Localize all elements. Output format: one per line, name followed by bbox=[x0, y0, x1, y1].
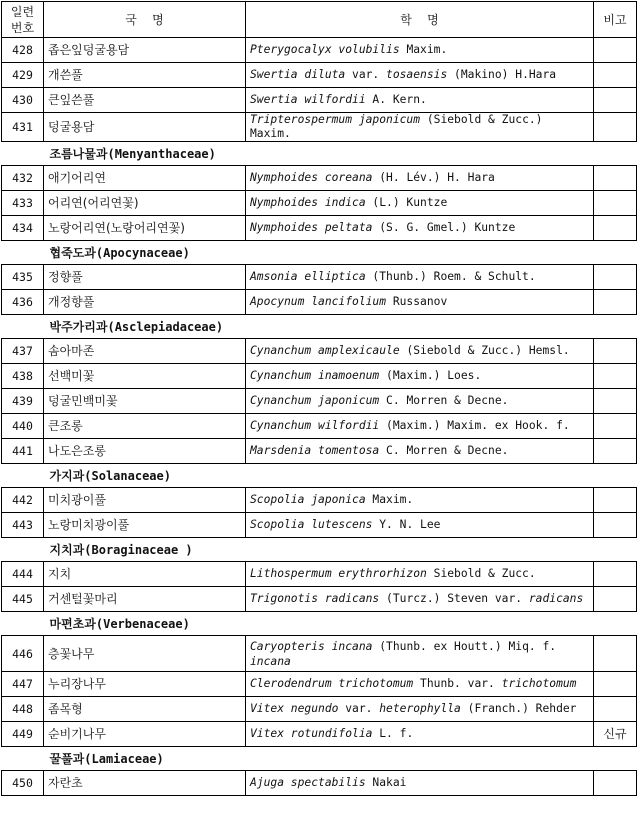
serial-number-header bbox=[2, 2, 44, 38]
scientific-name-italic-part: Cynanchum japonicum bbox=[250, 394, 380, 407]
species-row bbox=[2, 587, 637, 612]
species-row bbox=[2, 389, 637, 414]
serial-number-cell: 448 bbox=[2, 697, 44, 722]
family-heading bbox=[2, 464, 637, 488]
serial-number-cell: 434 bbox=[2, 216, 44, 241]
scientific-name-italic-part: Vitex negundo bbox=[250, 702, 339, 715]
family-latin-name: (Solanaceae) bbox=[84, 468, 171, 483]
scientific-name-cell bbox=[246, 216, 594, 241]
scientific-name-italic-part: Nymphoides peltata bbox=[250, 221, 373, 234]
species-row bbox=[2, 636, 637, 672]
scientific-name-italic-part: Trigonotis radicans bbox=[250, 592, 380, 605]
scientific-name-author-part: (H. Lév.) H. Hara bbox=[372, 171, 495, 184]
scientific-name-author-part: (Thunb.) Roem. & Schult. bbox=[365, 270, 536, 283]
scientific-name-italic-part: Cynanchum wilfordii bbox=[250, 419, 380, 432]
serial-number-cell: 429 bbox=[2, 63, 44, 88]
serial-number-cell: 441 bbox=[2, 439, 44, 464]
species-row bbox=[2, 339, 637, 364]
species-row bbox=[2, 488, 637, 513]
remarks-cell: 신규 bbox=[594, 722, 637, 747]
scientific-name-italic-part: Lithospermum erythrorhizon bbox=[250, 567, 427, 580]
scientific-name-author-part: (Turcz.) Steven var. bbox=[379, 592, 529, 605]
scientific-name-italic-part: Nymphoides coreana bbox=[250, 171, 373, 184]
family-heading bbox=[2, 612, 637, 636]
scientific-name-italic-part: Pterygocalyx volubilis bbox=[250, 43, 400, 56]
remarks-cell bbox=[594, 672, 637, 697]
remarks-cell bbox=[594, 339, 637, 364]
remarks-cell bbox=[594, 697, 637, 722]
korean-name-cell: 좀목형 bbox=[44, 697, 246, 722]
remarks-cell bbox=[594, 364, 637, 389]
scientific-name-author-part: (Thunb. ex Houtt.) Miq. f. bbox=[372, 639, 563, 653]
family-latin-name: (Menyanthaceae) bbox=[107, 146, 216, 161]
scientific-name-italic-part: Nymphoides indica bbox=[250, 196, 366, 209]
scientific-name-cell bbox=[246, 191, 594, 216]
scientific-name-author-part: (Franch.) Rehder bbox=[460, 702, 577, 715]
korean-name-cell: 덩굴용담 bbox=[44, 113, 246, 142]
remarks-cell bbox=[594, 290, 637, 315]
serial-number-cell: 443 bbox=[2, 513, 44, 538]
scientific-name-italic-part: Swertia diluta bbox=[250, 68, 346, 81]
species-row bbox=[2, 166, 637, 191]
species-row bbox=[2, 216, 637, 241]
remarks-cell bbox=[594, 636, 637, 672]
serial-number-cell: 444 bbox=[2, 562, 44, 587]
scientific-name-author-part: var. bbox=[338, 702, 380, 715]
family-heading-row bbox=[2, 747, 637, 771]
scientific-name-author-part: (Siebold & Zucc.) Maxim. bbox=[250, 113, 550, 140]
serial-number-cell: 433 bbox=[2, 191, 44, 216]
serial-number-cell: 450 bbox=[2, 771, 44, 796]
korean-name-cell: 순비기나무 bbox=[44, 722, 246, 747]
species-row bbox=[2, 63, 637, 88]
korean-name-cell: 어리연(어리연꽃) bbox=[44, 191, 246, 216]
remarks-cell bbox=[594, 38, 637, 63]
serial-number-header-line1: 일련 bbox=[10, 4, 35, 19]
family-latin-name: (Boraginaceae ) bbox=[84, 542, 193, 557]
species-row bbox=[2, 722, 637, 747]
family-korean-name: 꿀풀과 bbox=[49, 751, 85, 766]
korean-name-cell: 미치광이풀 bbox=[44, 488, 246, 513]
korean-name-cell: 덩굴민백미꽃 bbox=[44, 389, 246, 414]
scientific-name-author-part: Thunb. var. bbox=[413, 677, 502, 690]
scientific-name-header: 학 명 bbox=[246, 2, 594, 38]
remarks-cell bbox=[594, 191, 637, 216]
serial-number-cell: 430 bbox=[2, 88, 44, 113]
korean-name-cell: 지치 bbox=[44, 562, 246, 587]
remarks-cell bbox=[594, 513, 637, 538]
scientific-name-italic-part: Ajuga spectabilis bbox=[250, 776, 366, 789]
serial-number-cell: 431 bbox=[2, 113, 44, 142]
species-row bbox=[2, 414, 637, 439]
korean-name-cell: 거센털꽃마리 bbox=[44, 587, 246, 612]
family-latin-name: (Verbenaceae) bbox=[95, 616, 190, 631]
family-korean-name: 마편초과 bbox=[49, 616, 96, 631]
scientific-name-cell bbox=[246, 672, 594, 697]
species-row bbox=[2, 191, 637, 216]
scientific-name-author-part: (L.) Kuntze bbox=[365, 196, 448, 209]
scientific-name-cell bbox=[246, 562, 594, 587]
korean-name-cell: 좁은잎덩굴용담 bbox=[44, 38, 246, 63]
serial-number-header-line2: 번호 bbox=[10, 20, 35, 35]
family-korean-name: 박주가리과 bbox=[49, 319, 108, 334]
family-korean-name: 협죽도과 bbox=[49, 245, 96, 260]
remarks-cell bbox=[594, 63, 637, 88]
scientific-name-cell bbox=[246, 697, 594, 722]
remarks-cell bbox=[594, 166, 637, 191]
species-row bbox=[2, 697, 637, 722]
scientific-name-cell bbox=[246, 439, 594, 464]
species-table bbox=[1, 1, 637, 796]
korean-name-cell: 개정향풀 bbox=[44, 290, 246, 315]
species-row bbox=[2, 88, 637, 113]
scientific-name-cell bbox=[246, 513, 594, 538]
scientific-name-author-part: Siebold & Zucc. bbox=[426, 567, 536, 580]
scientific-name-author-part: (Makino) H.Hara bbox=[447, 68, 557, 81]
scientific-name-author-part: L. f. bbox=[372, 727, 414, 740]
scientific-name-author-part: Maxim. bbox=[399, 43, 448, 56]
scientific-name-cell bbox=[246, 587, 594, 612]
scientific-name-author-part: Nakai bbox=[365, 776, 407, 789]
remarks-cell bbox=[594, 88, 637, 113]
serial-number-cell: 446 bbox=[2, 636, 44, 672]
scientific-name-author-part: C. Morren & Decne. bbox=[379, 394, 509, 407]
species-row bbox=[2, 562, 637, 587]
scientific-name-cell bbox=[246, 414, 594, 439]
remarks-header: 비고 bbox=[594, 2, 637, 38]
species-row bbox=[2, 513, 637, 538]
species-table-body bbox=[2, 38, 637, 796]
scientific-name-italic-part: Vitex rotundifolia bbox=[250, 727, 373, 740]
scientific-name-italic-part: radicans bbox=[528, 592, 584, 605]
remarks-cell bbox=[594, 439, 637, 464]
scientific-name-italic-part: heterophylla bbox=[379, 702, 461, 715]
serial-number-cell: 447 bbox=[2, 672, 44, 697]
family-heading-row bbox=[2, 538, 637, 562]
korean-name-cell: 노랑미치광이풀 bbox=[44, 513, 246, 538]
scientific-name-author-part: C. Morren & Decne. bbox=[379, 444, 509, 457]
scientific-name-italic-part: Cynanchum amplexicaule bbox=[250, 344, 400, 357]
serial-number-cell: 428 bbox=[2, 38, 44, 63]
scientific-name-italic-part: Apocynum lancifolium bbox=[250, 295, 387, 308]
korean-name-cell: 큰조롱 bbox=[44, 414, 246, 439]
remarks-cell bbox=[594, 389, 637, 414]
scientific-name-cell bbox=[246, 166, 594, 191]
remarks-cell bbox=[594, 488, 637, 513]
scientific-name-italic-part: Amsonia elliptica bbox=[250, 270, 366, 283]
remarks-cell bbox=[594, 414, 637, 439]
scientific-name-cell bbox=[246, 636, 594, 672]
scientific-name-author-part: Maxim. bbox=[365, 493, 414, 506]
korean-name-header: 국 명 bbox=[44, 2, 246, 38]
scientific-name-author-part: Russanov bbox=[386, 295, 448, 308]
scientific-name-cell bbox=[246, 339, 594, 364]
scientific-name-cell bbox=[246, 88, 594, 113]
scientific-name-author-part: (Siebold & Zucc.) Hemsl. bbox=[399, 344, 570, 357]
family-latin-name: (Asclepiadaceae) bbox=[107, 319, 224, 334]
species-row bbox=[2, 771, 637, 796]
scientific-name-cell bbox=[246, 364, 594, 389]
species-row bbox=[2, 290, 637, 315]
family-korean-name: 가지과 bbox=[49, 468, 85, 483]
serial-number-cell: 437 bbox=[2, 339, 44, 364]
scientific-name-cell bbox=[246, 488, 594, 513]
species-row bbox=[2, 439, 637, 464]
family-heading-row bbox=[2, 315, 637, 339]
family-latin-name: (Lamiaceae) bbox=[84, 751, 164, 766]
family-korean-name: 조름나물과 bbox=[49, 146, 108, 161]
remarks-cell bbox=[594, 265, 637, 290]
korean-name-cell: 노랑어리연(노랑어리연꽃) bbox=[44, 216, 246, 241]
serial-number-cell: 436 bbox=[2, 290, 44, 315]
family-heading-row bbox=[2, 241, 637, 265]
scientific-name-author-part: var. bbox=[345, 68, 387, 81]
family-heading bbox=[2, 315, 637, 339]
korean-name-cell: 솜아마존 bbox=[44, 339, 246, 364]
family-heading bbox=[2, 538, 637, 562]
species-row bbox=[2, 364, 637, 389]
serial-number-cell: 440 bbox=[2, 414, 44, 439]
korean-name-cell: 층꽃나무 bbox=[44, 636, 246, 672]
scientific-name-author-part: (S. G. Gmel.) Kuntze bbox=[372, 221, 516, 234]
scientific-name-cell bbox=[246, 290, 594, 315]
remarks-cell bbox=[594, 216, 637, 241]
remarks-cell bbox=[594, 562, 637, 587]
scientific-name-cell bbox=[246, 389, 594, 414]
scientific-name-cell bbox=[246, 113, 594, 142]
family-heading bbox=[2, 747, 637, 771]
serial-number-cell: 449 bbox=[2, 722, 44, 747]
scientific-name-italic-part: trichotomum bbox=[501, 677, 577, 690]
serial-number-cell: 439 bbox=[2, 389, 44, 414]
serial-number-cell: 432 bbox=[2, 166, 44, 191]
serial-number-cell: 445 bbox=[2, 587, 44, 612]
scientific-name-italic-part: Clerodendrum trichotomum bbox=[250, 677, 414, 690]
remarks-cell bbox=[594, 771, 637, 796]
scientific-name-italic-part: Caryopteris incana bbox=[250, 639, 373, 653]
header-row bbox=[2, 2, 637, 38]
serial-number-cell: 442 bbox=[2, 488, 44, 513]
family-heading-row bbox=[2, 142, 637, 166]
korean-name-cell: 큰잎쓴풀 bbox=[44, 88, 246, 113]
scientific-name-cell bbox=[246, 722, 594, 747]
family-heading bbox=[2, 241, 637, 265]
scientific-name-cell bbox=[246, 771, 594, 796]
korean-name-cell: 누리장나무 bbox=[44, 672, 246, 697]
scientific-name-author-part: Y. N. Lee bbox=[372, 518, 441, 531]
scientific-name-italic-part: Swertia wilfordii bbox=[250, 93, 366, 106]
scientific-name-italic-part: tosaensis bbox=[386, 68, 448, 81]
scientific-name-italic-part: Scopolia lutescens bbox=[250, 518, 373, 531]
korean-name-cell: 정향풀 bbox=[44, 265, 246, 290]
family-heading-row bbox=[2, 612, 637, 636]
family-heading bbox=[2, 142, 637, 166]
scientific-name-author-part: (Maxim.) Maxim. ex Hook. f. bbox=[379, 419, 570, 432]
korean-name-cell: 나도은조롱 bbox=[44, 439, 246, 464]
korean-name-cell: 자란초 bbox=[44, 771, 246, 796]
scientific-name-author-part: (Maxim.) Loes. bbox=[379, 369, 482, 382]
scientific-name-cell bbox=[246, 63, 594, 88]
serial-number-cell: 435 bbox=[2, 265, 44, 290]
species-row bbox=[2, 265, 637, 290]
family-heading-row bbox=[2, 464, 637, 488]
scientific-name-italic-part: Cynanchum inamoenum bbox=[250, 369, 380, 382]
scientific-name-cell bbox=[246, 38, 594, 63]
scientific-name-author-part: A. Kern. bbox=[365, 93, 427, 106]
remarks-cell bbox=[594, 587, 637, 612]
species-row bbox=[2, 672, 637, 697]
serial-number-cell: 438 bbox=[2, 364, 44, 389]
species-row bbox=[2, 113, 637, 142]
scientific-name-cell bbox=[246, 265, 594, 290]
family-korean-name: 지치과 bbox=[49, 542, 85, 557]
remarks-cell bbox=[594, 113, 637, 142]
scientific-name-italic-part: Marsdenia tomentosa bbox=[250, 444, 380, 457]
korean-name-cell: 선백미꽃 bbox=[44, 364, 246, 389]
scientific-name-italic-part: incana bbox=[250, 654, 291, 668]
scientific-name-italic-part: Tripterospermum japonicum bbox=[250, 113, 421, 126]
korean-name-cell: 개쓴풀 bbox=[44, 63, 246, 88]
korean-name-cell: 애기어리연 bbox=[44, 166, 246, 191]
scientific-name-italic-part: Scopolia japonica bbox=[250, 493, 366, 506]
family-latin-name: (Apocynaceae) bbox=[95, 245, 190, 260]
species-row bbox=[2, 38, 637, 63]
